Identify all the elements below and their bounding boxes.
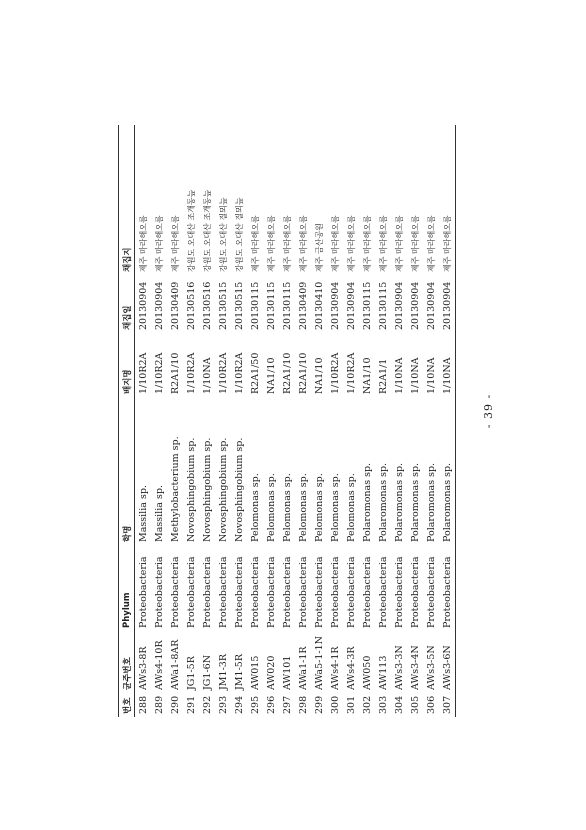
cell-phylum: Proteobacteria [345,556,357,628]
cell-medium: R2A1/10 [281,352,293,394]
header-row [119,125,135,717]
cell-scientific-name: Polaromonas sp. [377,462,389,542]
cell-number: 296 [265,695,277,714]
cell-scientific-name: Polaromonas sp. [425,462,437,542]
header-collection-date: 채집일 [122,305,133,330]
cell-phylum: Proteobacteria [409,556,421,628]
cell-collection-date: 20130516 [185,281,197,330]
cell-strain-id: AWs3-3N [393,645,405,690]
cell-medium: 1/10R2A [217,352,229,394]
cell-strain-id: AWs3-8R [137,646,149,690]
cell-number: 303 [377,695,389,714]
cell-medium: R2A1/10 [297,352,309,394]
cell-medium: NA1/10 [265,357,277,394]
table-row [151,125,167,717]
cell-scientific-name: Pelomonas sp. [329,473,341,542]
cell-number: 300 [329,695,341,714]
cell-strain-id: AWs4-10R [153,640,165,690]
cell-medium: NA1/10 [361,357,373,394]
cell-strain-id: AWa5-1-1N [313,636,325,690]
cell-strain-id: AWs4-1R [329,646,341,690]
table-row [375,125,391,717]
cell-strain-id: AWa1-1R [297,646,309,690]
cell-collection-date: 20130115 [281,281,293,330]
cell-phylum: Proteobacteria [361,556,373,628]
cell-medium: R2A1/10 [169,352,181,394]
cell-collection-site: 제주 금산공원 [314,223,324,272]
table-row [359,125,375,717]
cell-collection-date: 20130515 [217,281,229,330]
cell-phylum: Proteobacteria [153,556,165,628]
cell-phylum: Proteobacteria [217,556,229,628]
cell-strain-id: AWs3-6N [441,645,453,690]
cell-strain-id: JG1-6N [201,654,213,690]
cell-collection-site: 제주 마라해오름 [426,215,436,272]
cell-medium: 1/10NA [441,357,453,394]
cell-phylum: Proteobacteria [281,556,293,628]
cell-strain-id: JG1-5R [185,656,197,690]
cell-number: 290 [169,695,181,714]
cell-scientific-name: Pelomonas sp. [313,473,325,542]
cell-number: 295 [249,695,261,714]
cell-collection-site: 제주 마라해오름 [250,215,260,272]
cell-scientific-name: Novosphingobium sp. [185,437,197,542]
cell-collection-site: 강원도 오대산 조개동늪 [202,189,212,272]
table-row [439,125,456,717]
cell-medium: 1/10R2A [137,352,149,394]
cell-number: 307 [441,695,453,714]
cell-collection-date: 20130115 [249,281,261,330]
cell-number: 297 [281,695,293,714]
table-row [135,125,152,717]
cell-collection-date: 20130904 [409,281,421,330]
cell-strain-id: AW050 [361,655,373,690]
cell-medium: R2A1/50 [249,352,261,394]
table-row [183,125,199,717]
cell-collection-site: 제주 마라해오름 [394,215,404,272]
header-number: 번호 [122,697,133,714]
cell-number: 292 [201,695,213,714]
cell-scientific-name: Polaromonas sp. [361,462,373,542]
table-row [263,125,279,717]
cell-strain-id: AWs4-3R [345,646,357,690]
cell-collection-date: 20130904 [329,281,341,330]
cell-strain-id: AW101 [281,655,293,690]
cell-phylum: Proteobacteria [313,556,325,628]
table-row [215,125,231,717]
cell-strain-id: JM1-5R [233,654,245,690]
table-row [327,125,343,717]
cell-phylum: Proteobacteria [425,556,437,628]
cell-strain-id: AWa1-8AR [169,639,181,690]
cell-scientific-name: Polaromonas sp. [393,462,405,542]
cell-strain-id: AWs3-5N [425,645,437,690]
cell-scientific-name: Pelomonas sp. [345,473,357,542]
cell-phylum: Proteobacteria [201,556,213,628]
cell-collection-date: 20130115 [377,281,389,330]
cell-scientific-name: Novosphingobium sp. [201,437,213,542]
header-medium: 배지명 [122,369,133,394]
cell-scientific-name: Novosphingobium sp. [217,437,229,542]
cell-collection-date: 20130515 [233,281,245,330]
page-number: - 39 - [482,393,495,429]
table-row [423,125,439,717]
cell-collection-site: 제주 마라해오름 [282,215,292,272]
cell-collection-site: 제주 마라해오름 [330,215,340,272]
cell-medium: 1/10R2A [153,352,165,394]
header-strain-id: 균주번호 [122,657,133,690]
cell-collection-date: 20130115 [265,281,277,330]
table-row [295,125,311,717]
cell-collection-site: 제주 마라해오름 [138,215,148,272]
cell-scientific-name: Pelomonas sp. [249,473,261,542]
cell-strain-id: AW015 [249,655,261,690]
cell-number: 302 [361,695,373,714]
cell-scientific-name: Polaromonas sp. [409,462,421,542]
cell-number: 293 [217,695,229,714]
cell-collection-site: 강원도 오대산 조개동늪 [186,189,196,272]
table-row [343,125,359,717]
cell-number: 294 [233,695,245,714]
cell-number: 301 [345,695,357,714]
cell-scientific-name: Pelomonas sp. [297,473,309,542]
header-phylum: Phylum [121,592,132,628]
cell-medium: NA1/10 [313,357,325,394]
cell-number: 306 [425,695,437,714]
table-header [119,125,135,717]
cell-collection-date: 20130516 [201,281,213,330]
cell-scientific-name: Novosphingobium sp. [233,437,245,542]
cell-collection-date: 20130904 [137,281,149,330]
cell-medium: 1/10R2A [329,352,341,394]
cell-number: 288 [137,695,149,714]
cell-medium: 1/10R2A [185,352,197,394]
cell-collection-site: 제주 마라해오름 [266,215,276,272]
cell-medium: R2A1/1 [377,358,389,394]
cell-collection-date: 20130904 [345,281,357,330]
cell-medium: 1/10NA [425,357,437,394]
cell-collection-site: 제주 마라해오름 [362,215,372,272]
cell-number: 299 [313,695,325,714]
cell-strain-id: AW113 [377,655,389,690]
cell-collection-site: 제주 마라해오름 [170,215,180,272]
table-row [391,125,407,717]
cell-phylum: Proteobacteria [297,556,309,628]
cell-collection-site: 제주 마라해오름 [378,215,388,272]
cell-medium: 1/10NA [393,357,405,394]
cell-number: 289 [153,695,165,714]
cell-scientific-name: Pelomonas sp. [265,473,277,542]
cell-collection-site: 제주 마라해오름 [154,215,164,272]
cell-phylum: Proteobacteria [137,556,149,628]
cell-scientific-name: Massilia sp. [137,485,149,542]
cell-phylum: Proteobacteria [233,556,245,628]
cell-phylum: Proteobacteria [393,556,405,628]
cell-collection-date: 20130409 [169,281,181,330]
cell-number: 291 [185,695,197,714]
cell-scientific-name: Massilia sp. [153,485,165,542]
cell-collection-date: 20130904 [425,281,437,330]
cell-collection-site: 제주 마라해오름 [442,215,452,272]
table-row [199,125,215,717]
cell-collection-date: 20130115 [361,281,373,330]
table-body [135,125,456,717]
cell-collection-date: 20130409 [297,281,309,330]
cell-phylum: Proteobacteria [185,556,197,628]
cell-medium: 1/10R2A [233,352,245,394]
cell-strain-id: AW020 [265,655,277,690]
cell-number: 298 [297,695,309,714]
cell-collection-date: 20130410 [313,281,325,330]
cell-collection-site: 강원도 오대산 질뫼늪 [218,197,228,272]
cell-phylum: Proteobacteria [441,556,453,628]
table-row [231,125,247,717]
cell-phylum: Proteobacteria [249,556,261,628]
cell-collection-site: 제주 마라해오름 [410,215,420,272]
cell-strain-id: JM1-3R [217,654,229,690]
table-row [167,125,183,717]
header-collection-site: 채집지 [122,247,133,272]
cell-number: 305 [409,695,421,714]
cell-scientific-name: Polaromonas sp. [441,462,453,542]
cell-collection-site: 제주 마라해오름 [298,215,308,272]
cell-medium: 1/10NA [201,357,213,394]
table-row [279,125,295,717]
strain-table [118,125,456,717]
cell-phylum: Proteobacteria [329,556,341,628]
cell-phylum: Proteobacteria [377,556,389,628]
cell-strain-id: AWs3-4N [409,645,421,690]
header-scientific-name: 학명 [122,525,133,542]
cell-collection-date: 20130904 [441,281,453,330]
cell-medium: 1/10NA [409,357,421,394]
cell-scientific-name: Pelomonas sp. [281,473,293,542]
cell-scientific-name: Methylobacterium sp. [169,436,181,542]
table-row [407,125,423,717]
table-row [247,125,263,717]
cell-phylum: Proteobacteria [169,556,181,628]
cell-number: 304 [393,695,405,714]
cell-collection-site: 제주 마라해오름 [346,215,356,272]
cell-medium: 1/10R2A [345,352,357,394]
cell-collection-date: 20130904 [153,281,165,330]
cell-collection-date: 20130904 [393,281,405,330]
table-row [311,125,327,717]
cell-collection-site: 강원도 오대산 질뫼늪 [234,197,244,272]
cell-phylum: Proteobacteria [265,556,277,628]
